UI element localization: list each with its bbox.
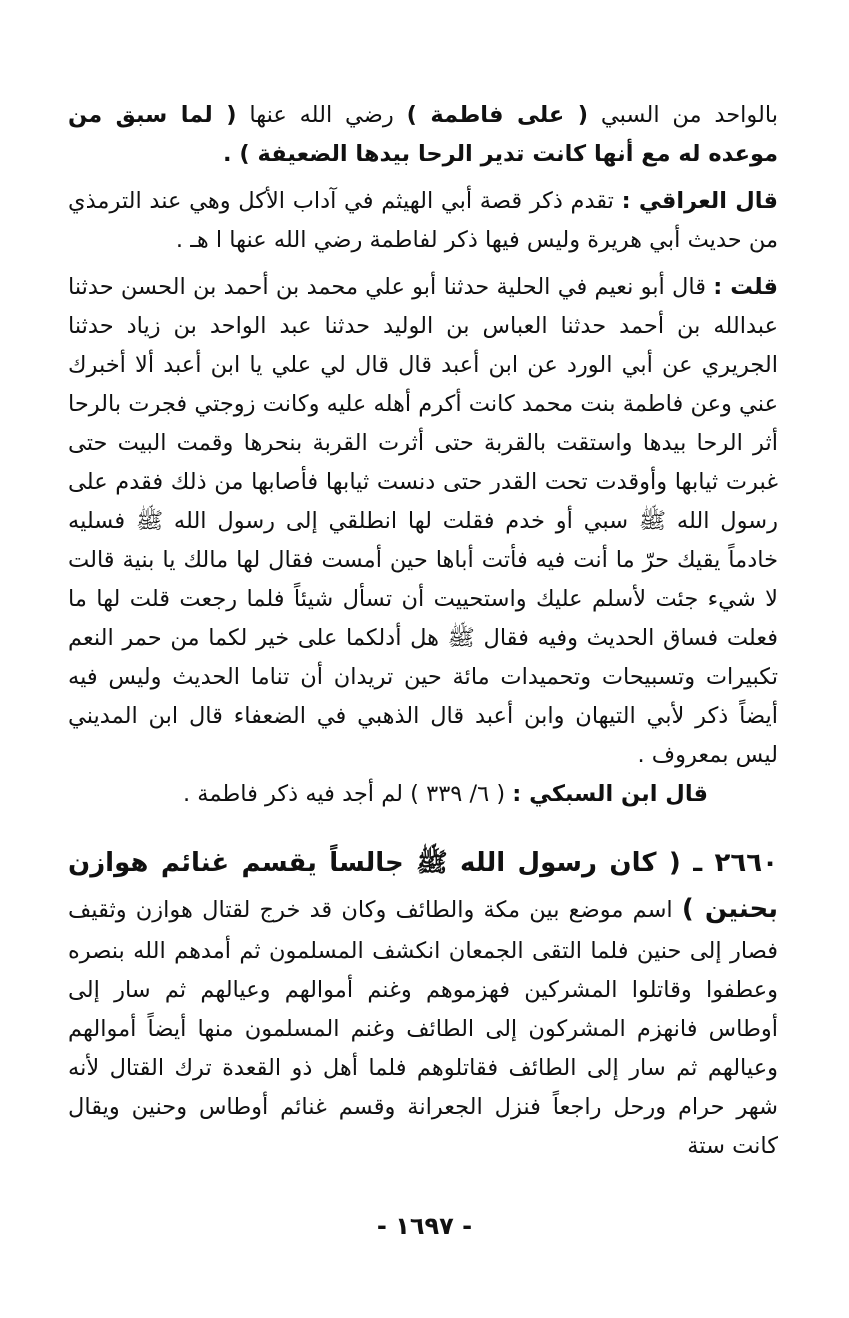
page-number: - ١٦٩٧ -: [376, 1212, 473, 1240]
paragraph-continuation: [68, 96, 778, 174]
paragraph-text: قال أبو نعيم في الحلية حدثنا أبو علي محمد بن أحمد بن الحسن حدثنا عبدالله بن أحمد حدثنا العباس بن الوليد حدثنا عبد الواحد بن زياد حدثنا الجريري عن أبي الورد عن ابن أعبد قال قال لي علي يا ابن أعبد ألا أخبرك عني وعن فاطمة بنت محمد كانت أكرم أهله عليه وكانت زوجتي فجرت بالرحا أثر الرحا بيدها واستقت بالقربة حتى أثرت القربة بنحرها وقمت البيت حتى غبرت ثيابها وأوقدت تحت القدر حتى دنست ثيابها فأصابها من ذلك فقدم على رسول الله ﷺ سبي أو خدم فقلت لها انطلقي إلى رسول الله ﷺ فسليه خادماً يقيك حرّ ما أنت فيه فأتت أباها حين أمست فقال لها مالك يا بنية قالت لا شيء جئت لأسلم عليك واستحييت أن تسأل شيئاً فلما رجعت قلت لها ما فعلت فساق الحديث وفيه فقال ﷺ هل أدلكما على خير لكما من حمر النعم تكبيرات وتسبيحات وتحميدات مائة حين تريدان أن تناما الحديث وليس فيه أيضاً ذكر لأبي التيهان وابن أعبد قال الذهبي في الضعفاء قال ابن المديني ليس بمعروف .: [68, 274, 778, 768]
paragraph-iraqi: [68, 182, 778, 260]
hadith-heading: ٢٦٦٠ ـ ( كان رسول الله ﷺ جالساً يقسم غنائم هوازن بحنين ): [68, 848, 778, 924]
paragraph-subki: [68, 775, 778, 814]
speaker-label: قلت :: [713, 274, 778, 300]
paragraph-text: بالواحد من السبي: [588, 102, 778, 128]
speaker-label: قال ابن السبكي :: [512, 781, 708, 807]
paragraph-text: ( ٦/ ٣٣٩ ) لم أجد فيه ذكر فاطمة .: [182, 781, 513, 807]
paragraph-qultu: [68, 268, 778, 775]
speaker-label: قال العراقي :: [621, 188, 778, 214]
paragraph-text: تقدم ذكر قصة أبي الهيثم في آداب الأكل وهي عند الترمذي من حديث أبي هريرة وليس فيها ذكر لفاطمة رضي الله عنها ا هـ .: [68, 188, 778, 253]
page-body: [68, 96, 778, 1166]
quoted-text: ( على فاطمة ): [406, 102, 589, 128]
quoted-text: ( لما سبق من موعده له مع أنها كانت تدير الرحا بيدها الضعيفة ) .: [68, 102, 778, 167]
paragraph-text: رضي الله عنها: [236, 102, 407, 128]
paragraph-text: اسم موضع بين مكة والطائف وكان قد خرج لقتال هوازن وثقيف فصار إلى حنين فلما التقى الجمعان انكشف المسلمون ثم أمدهم الله بنصره وعطفوا وقاتلوا المشركين فهزموهم وغنم أموالهم وعيالهم ثم سار إلى أوطاس فانهزم المشركون إلى الطائف وغنم المسلمون منها أيضاً أموالهم وعيالهم ثم سار إلى الطائف فقاتلوهم فلما أهل ذو القعدة ترك القتال لأنه شهر حرام ورحل راجعاً فنزل الجعرانة وقسم غنائم أوطاس وحنين ويقال كانت ستة: [68, 897, 778, 1159]
hadith-entry: [68, 840, 778, 1166]
